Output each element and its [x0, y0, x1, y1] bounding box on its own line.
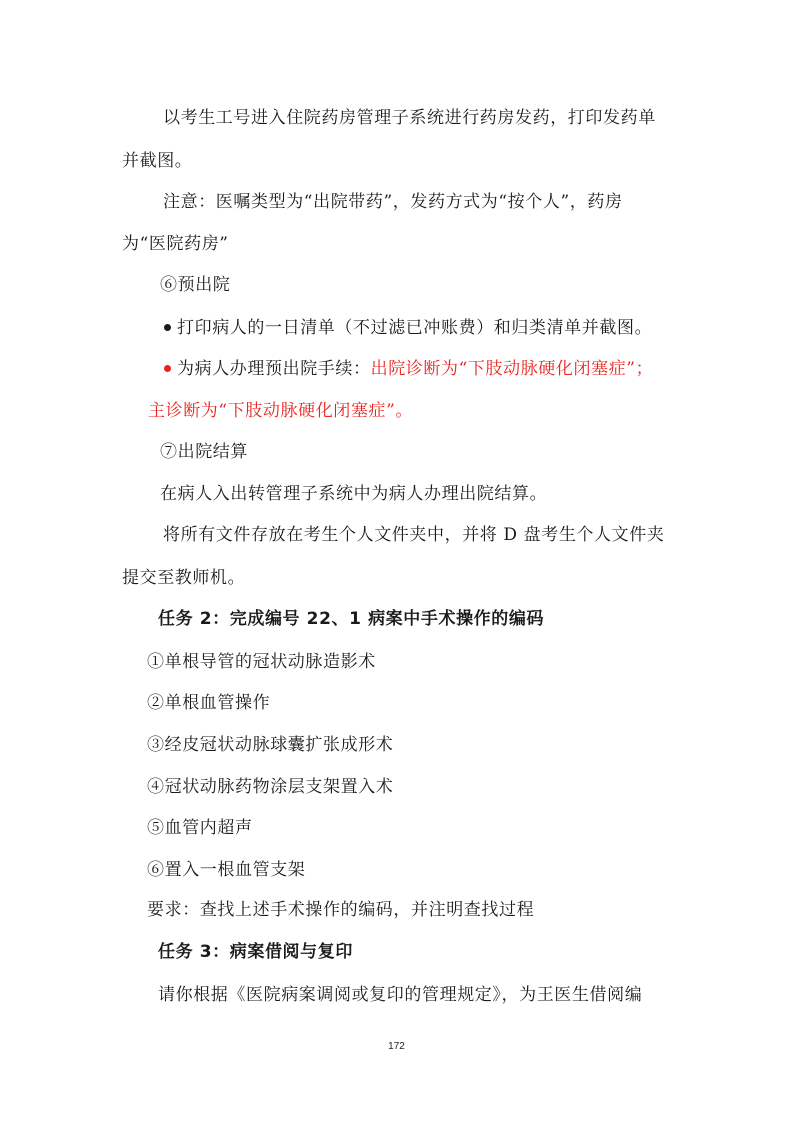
para1-line1: 以考生工号进入住院药房管理子系统进行药房发药，打印发药单	[163, 108, 656, 128]
red-bullet-dot-icon	[164, 365, 171, 372]
bullet-item-pre-discharge	[0, 357, 793, 381]
para1-line2: 并截图。	[122, 151, 193, 171]
task2-item-4: ④冠状动脉药物涂层支架置入术	[147, 777, 394, 797]
save-line2: 提交至教师机。	[122, 568, 246, 588]
task2-item-3: ③经皮冠状动脉球囊扩张成形术	[147, 735, 394, 755]
step7-text: 在病人入出转管理子系统中为病人办理出院结算。	[160, 484, 548, 504]
task2-item-6: ⑥置入一根血管支架	[147, 860, 306, 880]
note-line1: 注意：医嘱类型为“出院带药”，发药方式为“按个人”，药房	[163, 192, 623, 212]
bullet-dot-icon	[164, 324, 171, 331]
bullet2-line2: 主诊断为“下肢动脉硬化闭塞症”。	[148, 401, 413, 421]
bullet-item-print-list	[0, 316, 793, 340]
task2-item-5: ⑤血管内超声	[147, 818, 253, 838]
task3-title: 任务 3：病案借阅与复印	[158, 942, 353, 962]
task2-title: 任务 2：完成编号 22、1 病案中手术操作的编码	[158, 609, 545, 629]
step7-heading: ⑦出院结算	[160, 442, 248, 462]
bullet2-red-text: 出院诊断为“下肢动脉硬化闭塞症”；	[370, 359, 654, 379]
bullet1-text: 打印病人的一日清单（不过滤已冲账费）和归类清单并截图。	[177, 318, 653, 338]
task2-item-1: ①单根导管的冠状动脉造影术	[147, 652, 376, 672]
task2-item-2: ②单根血管操作	[147, 693, 271, 713]
step6-heading: ⑥预出院	[160, 275, 231, 295]
page-number: 172	[388, 1041, 405, 1052]
bullet2-prefix: 为病人办理预出院手续：	[177, 359, 371, 379]
requirement-text: 要求：查找上述手术操作的编码，并注明查找过程	[147, 900, 535, 920]
note-line2: 为“医院药房”	[122, 234, 229, 254]
task3-line1: 请你根据《医院病案调阅或复印的管理规定》，为王医生借阅编	[158, 985, 643, 1005]
save-line1: 将所有文件存放在考生个人文件夹中，并将 D 盘考生个人文件夹	[163, 525, 665, 545]
